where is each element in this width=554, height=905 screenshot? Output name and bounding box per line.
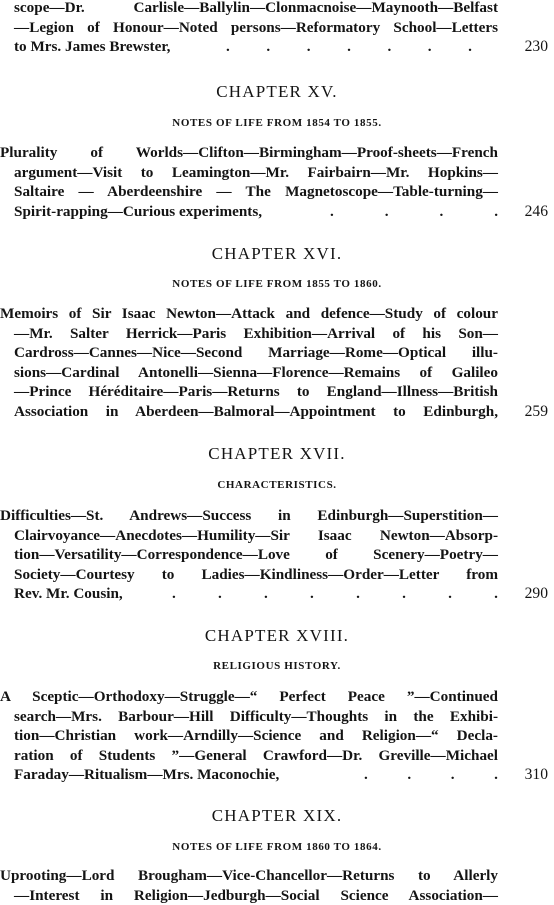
contents-entry-ch16 — [0, 304, 554, 422]
entry-line: Difficulties—St. Andrews—Success in Edinburgh—Superstition— — [0, 507, 498, 524]
entry-line: Cardross—Cannes—Nice—Second Marriage—Rome—Optical illu- — [14, 344, 498, 362]
entry-line: A Sceptic—Orthodoxy—Struggle—“ Perfect Peace ”—Continued — [0, 688, 498, 705]
entry-line: tion—Christian work—Arndilly—Science and Religion—“ Decla- — [14, 727, 498, 745]
chapter-subtitle: NOTES OF LIFE FROM 1860 TO 1864. — [172, 841, 382, 853]
entry-line: sions—Cardinal Antonelli—Sienna—Florence—Remains of Galileo — [14, 363, 498, 381]
entry-line: ration of Students ”—General Crawford—Dr. Greville—Michael — [14, 746, 498, 764]
entry-line: Memoirs of Sir Isaac Newton—Attack and defence—Study of colour — [0, 305, 498, 322]
contents-entry-ch14 — [0, 0, 554, 57]
page-number: 259 — [524, 402, 548, 420]
entry-line: Uprooting—Lord Brougham—Vice-Chancellor—Returns to Allerly — [0, 867, 498, 884]
chapter-title: CHAPTER XIX. — [211, 806, 343, 825]
entry-line: Spirit-rapping—Curious experiments, — [14, 202, 263, 220]
entry-line: Faraday—Ritualism—Mrs. Maconochie, — [14, 766, 280, 784]
entry-line: Saltaire — Aberdeenshire — The Magnetoscope—Table-turning— — [14, 183, 498, 201]
leader-dots: . . . . . . . — [226, 38, 472, 56]
entry-line: search—Mrs. Barbour—Hill Difficulty—Thoughts in the Exhibi- — [14, 707, 498, 725]
chapter-subtitle: CHARACTERISTICS. — [217, 479, 337, 491]
chapter-subtitle: NOTES OF LIFE FROM 1854 TO 1855. — [172, 117, 382, 129]
contents-entry-ch19 — [0, 866, 554, 905]
contents-entry-ch18 — [0, 687, 554, 785]
page-number: 290 — [524, 585, 548, 603]
entry-line: Association in Aberdeen—Balmoral—Appointment to Edinburgh, — [14, 402, 498, 420]
chapter-title: CHAPTER XVII. — [208, 444, 346, 463]
leader-dots: . . . . — [330, 202, 498, 220]
entry-line: —Prince Héréditaire—Paris—Returns to England—Illness—British — [14, 383, 498, 401]
entry-line: tion—Versatility—Correspondence—Love of Scenery—Poetry— — [14, 546, 498, 564]
entry-line: —Interest in Religion—Jedburgh—Social Science Association— — [14, 886, 498, 904]
page-number: 310 — [524, 766, 548, 784]
contents-entry-ch15 — [0, 143, 554, 221]
entry-line: Rev. Mr. Cousin, — [14, 585, 123, 603]
entry-line: to Mrs. James Brewster, — [14, 38, 171, 56]
chapter-subtitle: NOTES OF LIFE FROM 1855 TO 1860. — [172, 278, 382, 290]
entry-line: —Mr. Salter Herrick—Paris Exhibition—Arrival of his Son— — [14, 324, 498, 342]
chapter-title: CHAPTER XV. — [216, 82, 338, 101]
chapter-title: CHAPTER XVI. — [211, 244, 343, 263]
leader-dots: . . . . — [364, 766, 498, 784]
page-number: 230 — [524, 38, 548, 56]
entry-line: Plurality of Worlds—Clifton—Birmingham—Proof-sheets—French — [0, 144, 498, 161]
contents-entry-ch17 — [0, 506, 554, 604]
entry-line: scope—Dr. Carlisle—Ballylin—Clonmacnoise—Maynooth—Belfast — [14, 0, 498, 16]
entry-line: —Legion of Honour—Noted persons—Reformatory School—Letters — [14, 18, 498, 36]
entry-line: Clairvoyance—Anecdotes—Humility—Sir Isaac Newton—Absorp- — [14, 526, 498, 544]
chapter-title: CHAPTER XVIII. — [204, 626, 350, 645]
page-number: 246 — [524, 202, 548, 220]
entry-line: Society—Courtesy to Ladies—Kindliness—Order—Letter from — [14, 565, 498, 583]
chapter-subtitle: RELIGIOUS HISTORY. — [213, 660, 341, 672]
leader-dots: . . . . . . . . — [172, 585, 498, 603]
entry-line: argument—Visit to Leamington—Mr. Fairbairn—Mr. Hopkins— — [14, 163, 498, 181]
